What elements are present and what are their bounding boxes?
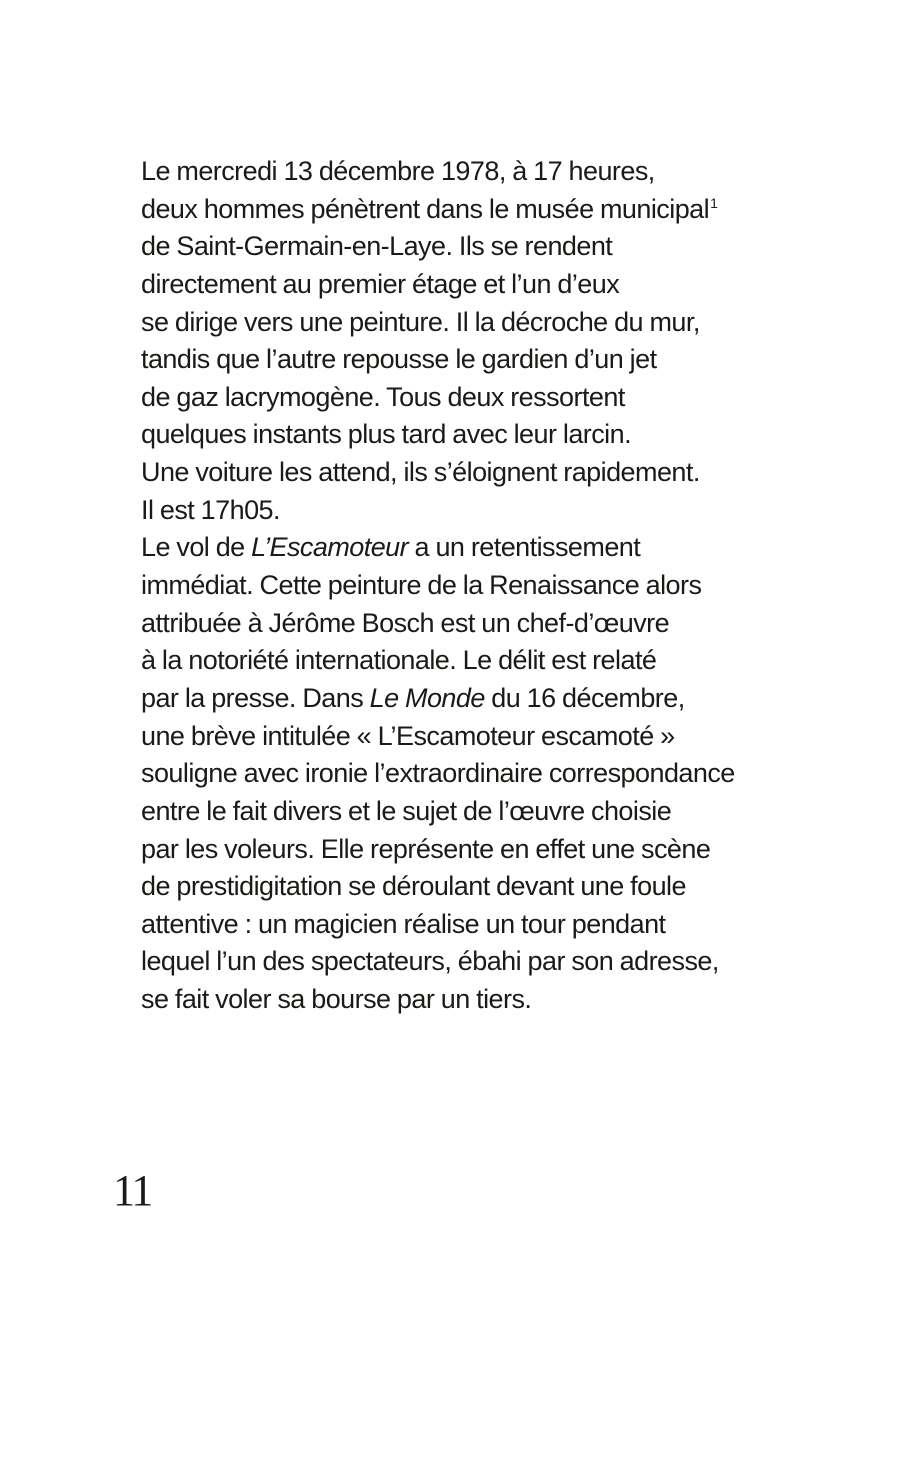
text-line: immédiat. Cette peinture de la Renaissance alors [141,570,702,601]
text-line: se dirige vers une peinture. Il la décroche du mur, [141,306,700,337]
footnote-reference[interactable]: 1 [710,194,718,211]
text-line: lequel l’un des spectateurs, ébahi par son adresse, [141,946,719,977]
text-line: se fait voler sa bourse par un tiers. [141,984,532,1015]
text-line: Il est 17h05. [141,494,280,525]
text-line: attentive : un magicien réalise un tour pendant [141,908,666,939]
text-line: de prestidigitation se déroulant devant une foule [141,871,686,902]
artwork-title: L’Escamoteur [251,532,409,563]
text-line: directement au premier étage et l’un d’eux [141,268,620,299]
text-line: à la notoriété internationale. Le délit est relaté [141,645,657,676]
text-line: une brève intitulée « L’Escamoteur escamoté » [141,720,675,751]
text-line: attribuée à Jérôme Bosch est un chef-d’œuvre [141,607,670,638]
text-line: par la presse. Dans Le Monde du 16 décembre, [141,682,685,713]
text-line: Le mercredi 13 décembre 1978, à 17 heures, [141,156,655,186]
text-line: tandis que l’autre repousse le gardien d’un jet [141,344,657,375]
text-line: de Saint-Germain-en-Laye. Ils se rendent [141,231,613,262]
text-line: souligne avec ironie l’extraordinaire correspondance [141,758,735,789]
text-line: de gaz lacrymogène. Tous deux ressortent [141,381,625,412]
text-line: Une voiture les attend, ils s’éloignent rapidement. [141,457,700,488]
body-paragraph [141,153,881,1019]
page-number: 11 [113,1166,152,1215]
text-line: par les voleurs. Elle représente en effet une scène [141,833,711,864]
text-line: entre le fait divers et le sujet de l’œuvre choisie [141,795,672,826]
text-line: Le vol de L’Escamoteur a un retentissement [141,532,641,563]
text-line: quelques instants plus tard avec leur larcin. [141,419,632,450]
text-line: deux hommes pénètrent dans le musée municipal$^1$ [141,193,718,224]
newspaper-title: Le Monde [369,682,485,713]
